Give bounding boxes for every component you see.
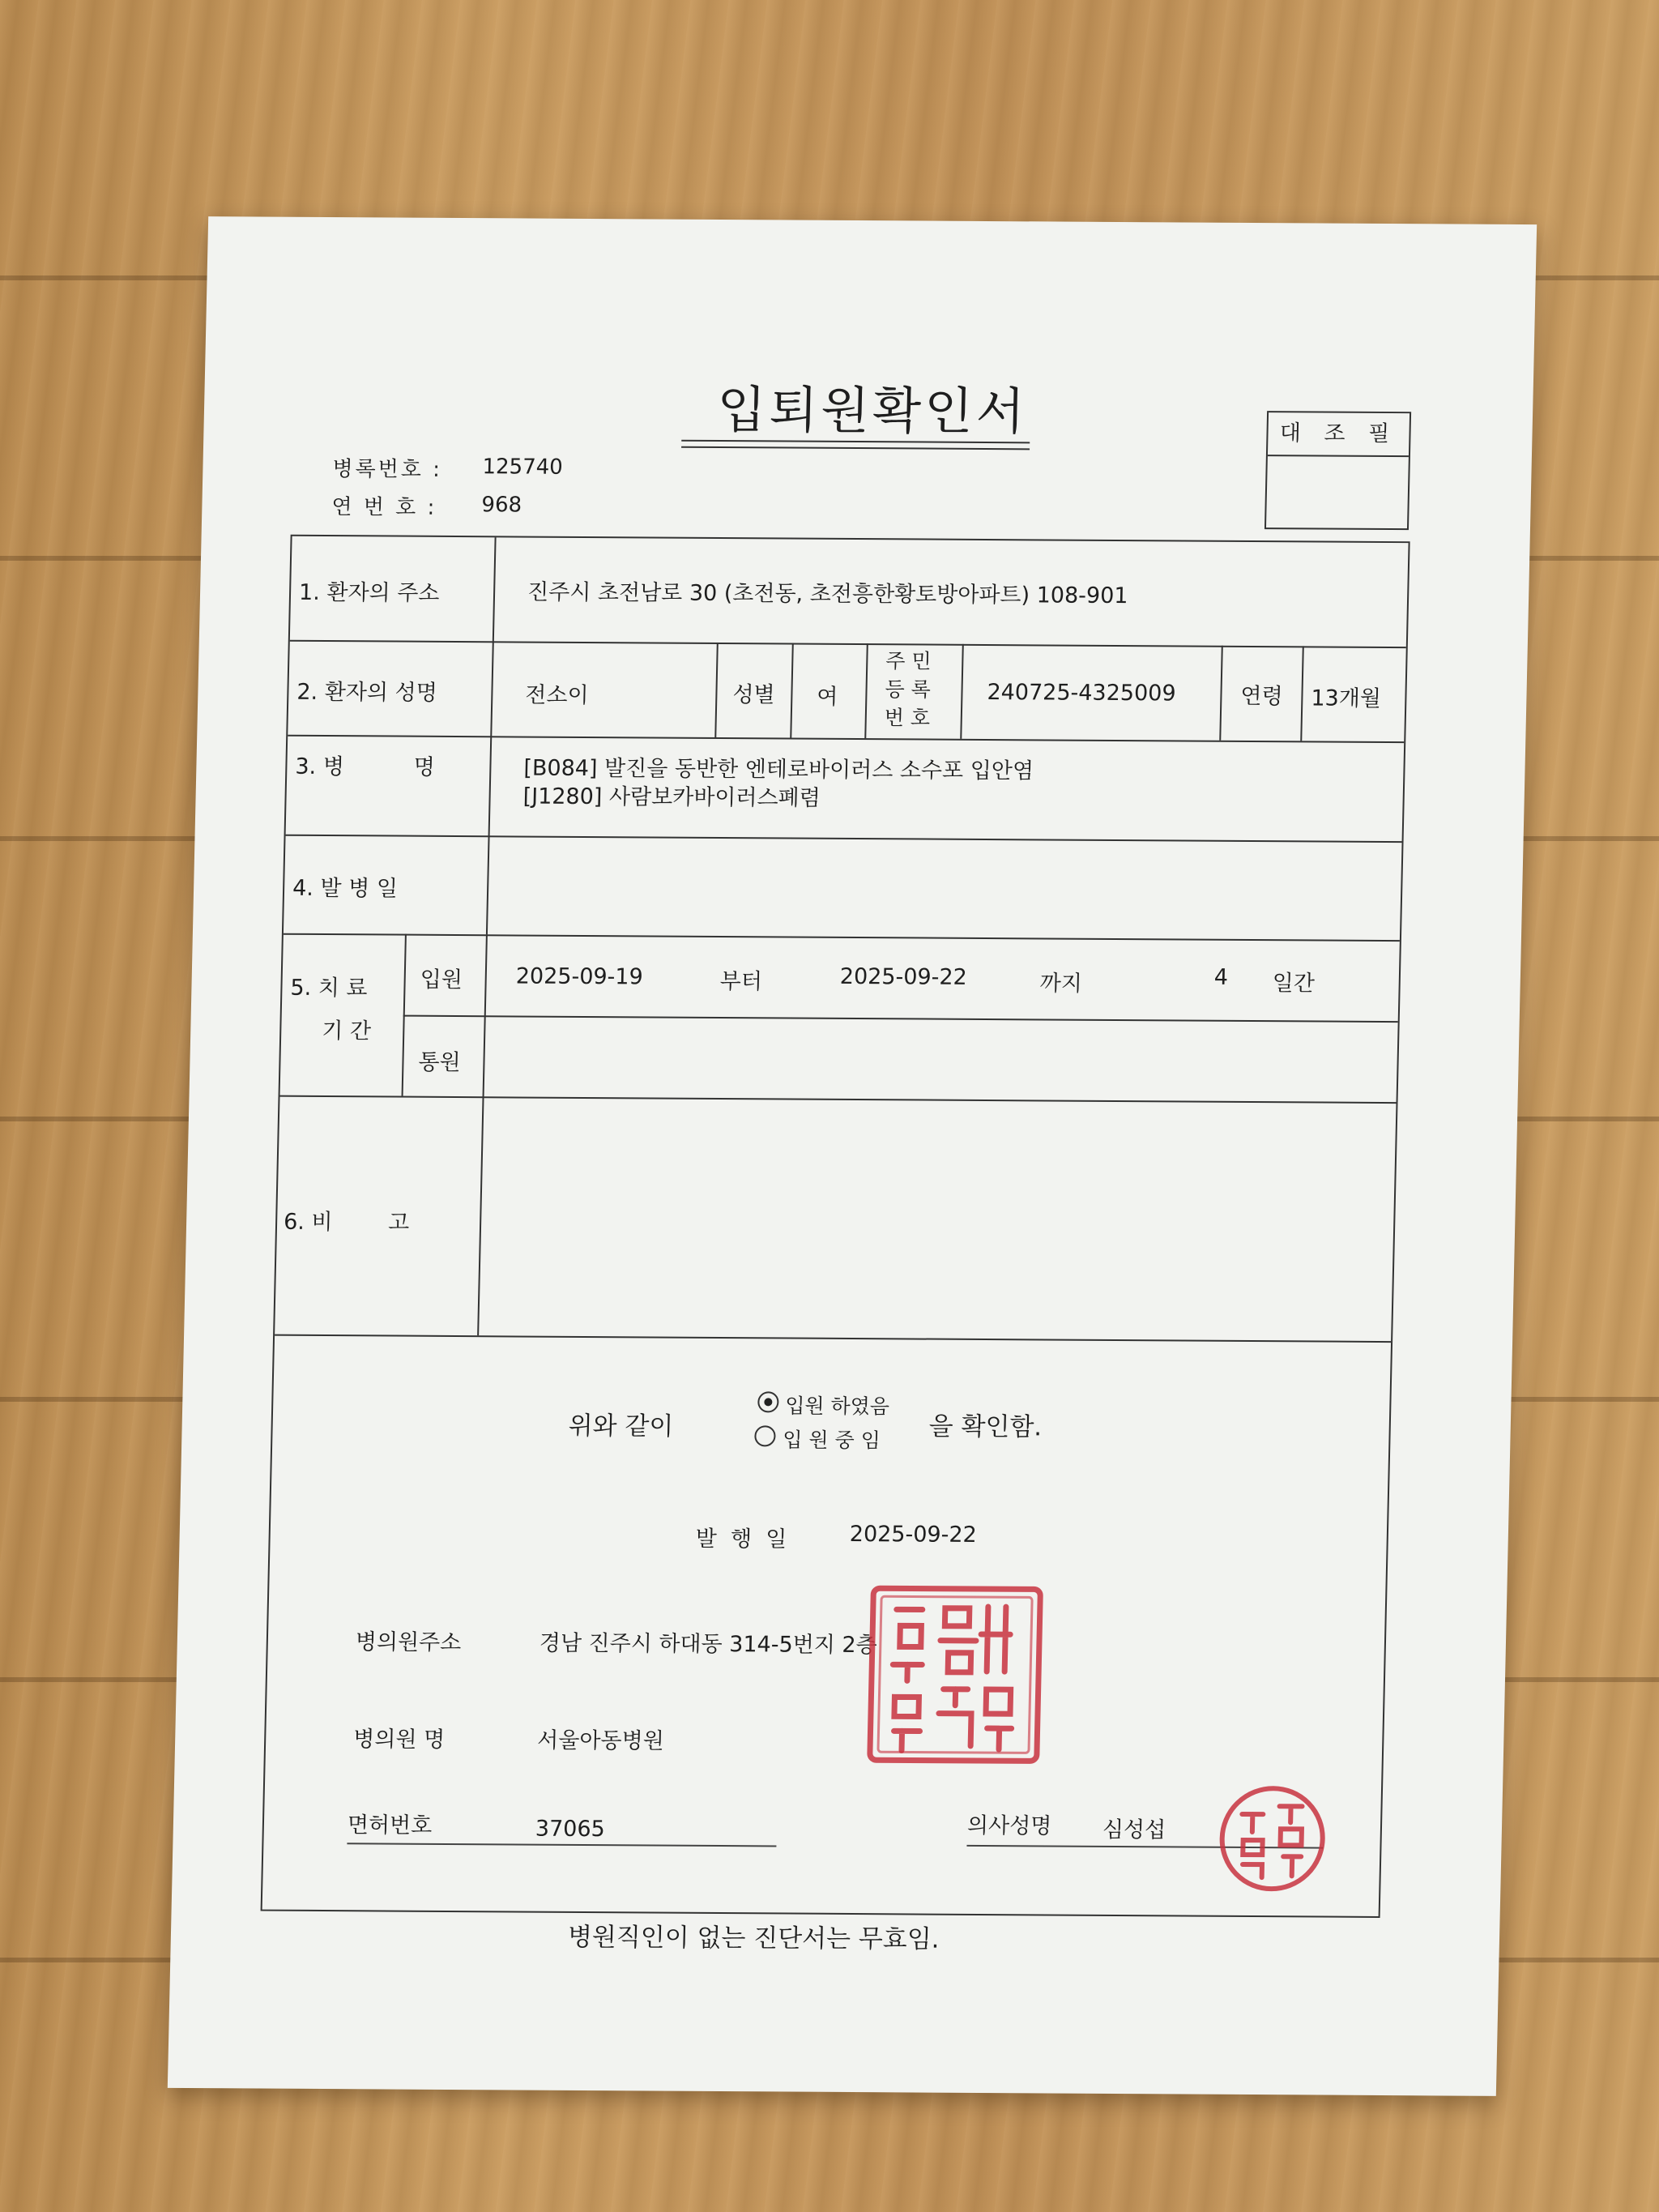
age-label: 연령: [1240, 683, 1283, 710]
license-underline: [347, 1843, 776, 1847]
inpatient-label: 입원: [420, 967, 463, 993]
issue-date: 2025-09-22: [849, 1521, 978, 1548]
license-number: 37065: [535, 1816, 606, 1843]
doctor-name-label: 의사성명: [966, 1813, 1052, 1839]
resident-registration-number: 240725-4325009: [987, 680, 1176, 707]
row-divider: [275, 1334, 1391, 1343]
rrn-label-line: 주 민: [885, 649, 932, 673]
admitted-option-label: 입원 하였음: [784, 1394, 890, 1419]
admitted-radio: [757, 1391, 779, 1412]
confirmation-suffix: 을 확인함.: [928, 1411, 1043, 1442]
row-divider: [280, 1095, 1397, 1104]
onset-date-label: 4. 발 병 일: [292, 875, 399, 902]
days-unit: 일간: [1272, 971, 1316, 997]
patient-name-label: 2. 환자의 성명: [296, 679, 438, 706]
document-paper: [168, 216, 1537, 2096]
remarks-label: 6. 비 고: [283, 1209, 410, 1236]
row-divider: [286, 835, 1402, 843]
compare-check-box: [1265, 411, 1411, 530]
serial-number: 968: [481, 493, 522, 518]
patient-sex: 여: [817, 684, 838, 710]
sex-label: 성별: [732, 682, 775, 708]
in-hospital-radio: [754, 1425, 776, 1446]
column-divider: [477, 934, 488, 1335]
outpatient-label: 통원: [418, 1049, 461, 1076]
rrn-label: [884, 647, 932, 732]
address-label: 1. 환자의 주소: [298, 579, 440, 606]
discharge-date: 2025-09-22: [839, 963, 968, 990]
record-number: 125740: [482, 455, 564, 480]
row-divider: [403, 1015, 1398, 1023]
issue-date-label: 발 행 일: [695, 1526, 787, 1552]
doctor-name: 심성섭: [1102, 1817, 1166, 1843]
row-divider: [284, 933, 1400, 942]
column-divider: [790, 643, 794, 738]
treatment-period-label: 5. 치 료: [290, 975, 368, 1001]
confirmation-prefix: 위와 같이: [568, 1411, 674, 1441]
hospital-name: 서울아동병원: [536, 1727, 665, 1754]
days-count: 4: [1213, 964, 1229, 990]
admission-date: 2025-09-19: [515, 963, 644, 990]
certificate-form: [261, 535, 1410, 1918]
diagnosis-line-2: [J1280] 사람보카바이러스폐렴: [522, 784, 821, 811]
rrn-label-line: 번 호: [884, 706, 931, 730]
hospital-address: 경남 진주시 하대동 314-5번지 2층: [539, 1630, 878, 1659]
document-title: 입퇴원확인서: [716, 379, 1029, 442]
doctor-seal-stamp: [1214, 1782, 1330, 1896]
in-hospital-option-label: 입 원 중 임: [783, 1428, 881, 1453]
row-divider: [290, 640, 1406, 648]
record-number-label: 병록번호 :: [332, 457, 443, 482]
serial-number-label: 연 번 호 :: [331, 495, 437, 520]
compare-check-label: 대 조 필: [1268, 412, 1410, 457]
column-divider: [960, 644, 964, 739]
diagnosis-label: 3. 병 명: [295, 754, 436, 780]
hospital-seal-stamp: [865, 1583, 1047, 1766]
column-divider: [1300, 646, 1304, 741]
patient-name: 전소이: [525, 682, 589, 708]
patient-age: 13개월: [1311, 685, 1382, 711]
column-divider: [714, 643, 719, 737]
diagnosis-line-1: [B084] 발진을 동반한 엔테로바이러스 소수포 입안염: [523, 755, 1034, 784]
rrn-label-line: 등 록: [885, 677, 932, 702]
title-underline-double: [681, 446, 1030, 451]
footer-note: 병원직인이 없는 진단서는 무효임.: [567, 1922, 940, 1954]
column-divider: [1219, 646, 1223, 741]
column-divider: [864, 643, 868, 738]
to-word: 까지: [1039, 971, 1083, 997]
patient-address: 진주시 초전남로 30 (초전동, 초전흥한황토방아파트) 108-901: [527, 579, 1128, 609]
hospital-address-label: 병의원주소: [355, 1629, 462, 1656]
hospital-name-label: 병의원 명: [352, 1727, 446, 1753]
license-number-label: 면허번호: [347, 1813, 433, 1838]
row-divider: [288, 735, 1404, 743]
from-word: 부터: [719, 969, 763, 995]
treatment-period-label-2: 기 간: [321, 1018, 372, 1044]
